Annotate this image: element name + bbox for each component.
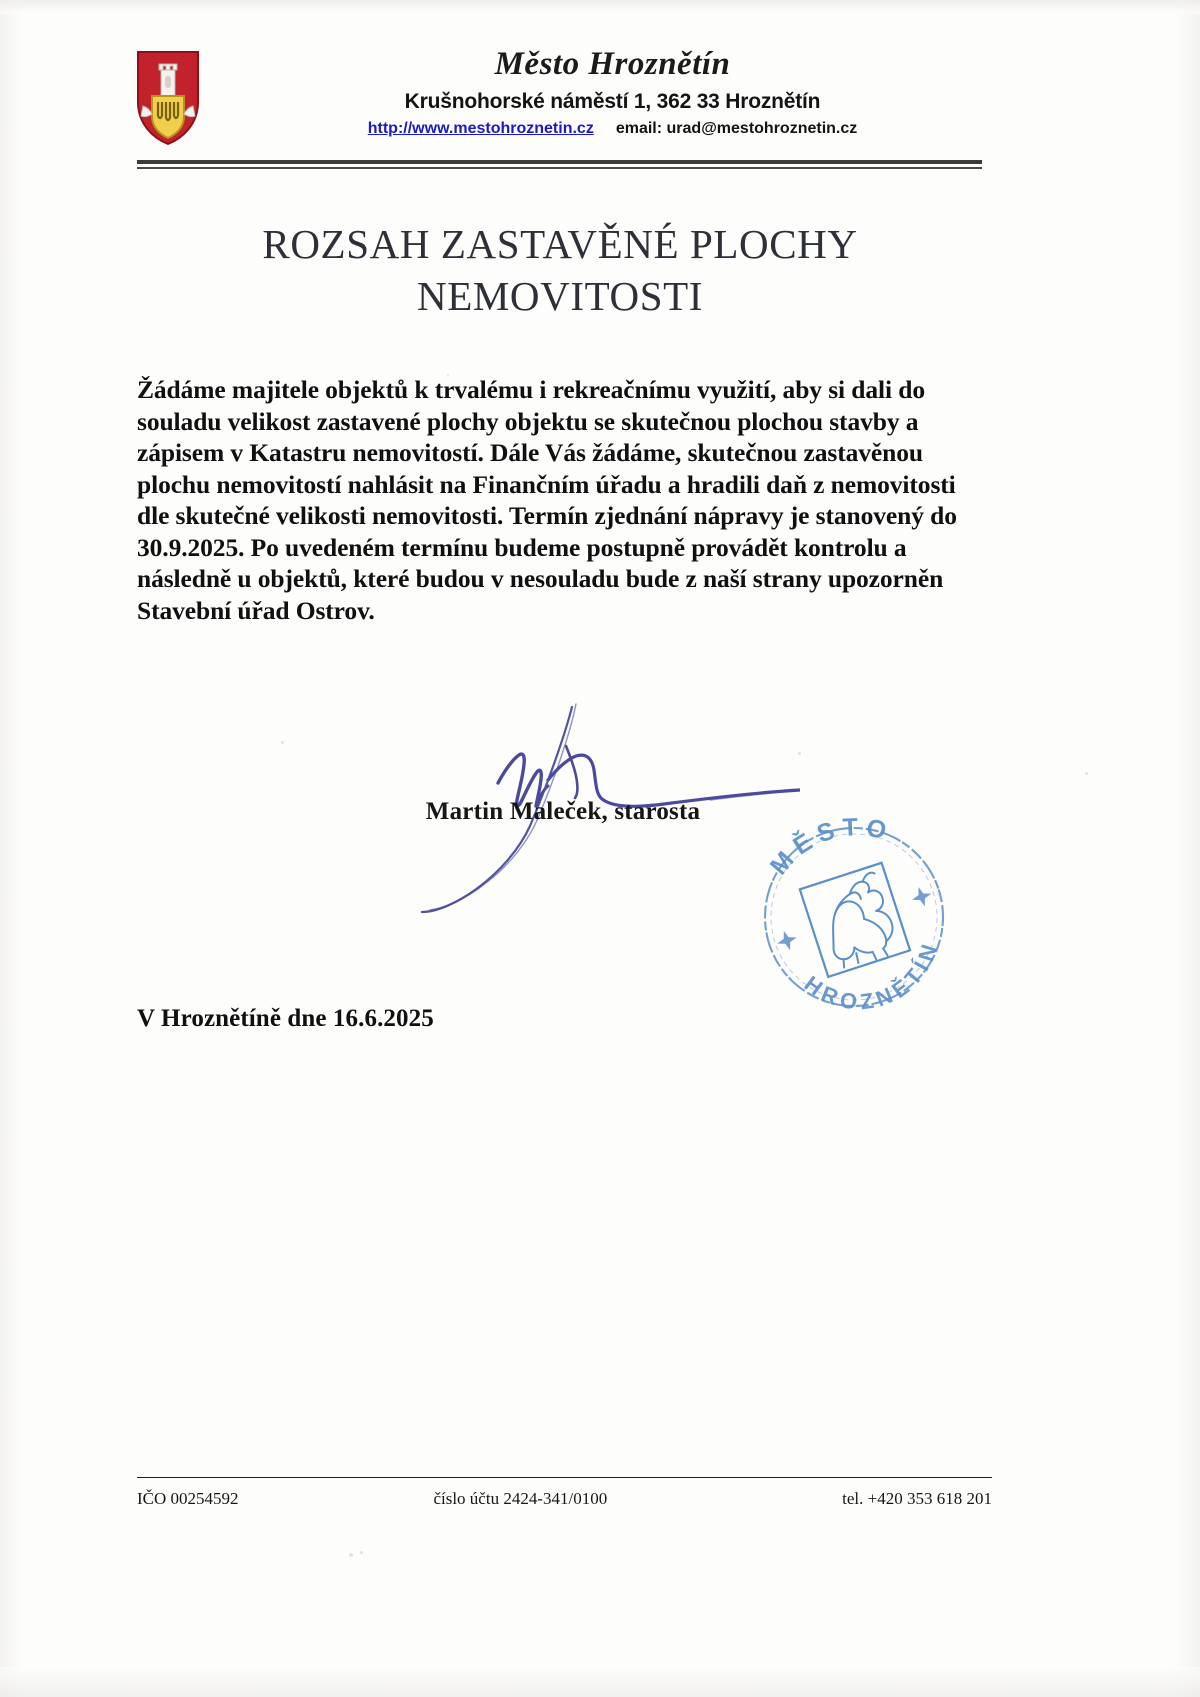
page-title-line-1: ROZSAH ZASTAVĚNÉ PLOCHY (262, 221, 858, 267)
page-title-line-2: NEMOVITOSTI (417, 273, 703, 320)
svg-text:MĚSTO: MĚSTO (764, 813, 896, 881)
scan-speck (360, 1551, 363, 1554)
footer-divider (137, 1477, 992, 1478)
svg-text:HROZNĚTÍN: HROZNĚTÍN (799, 936, 944, 1015)
scan-speck (281, 741, 284, 744)
letterhead (130, 44, 985, 159)
organization-address: Krušnohorské náměstí 1, 362 33 Hroznětín (404, 89, 821, 113)
scan-edge-right (1174, 0, 1200, 1697)
signer-name: Martin Maleček, starosta (425, 798, 701, 825)
scan-edge-bottom (0, 1667, 1200, 1697)
scan-edge-left (0, 0, 22, 1697)
letterhead-text (240, 44, 985, 138)
header-divider-thick (137, 160, 982, 164)
coat-of-arms-icon (135, 50, 201, 146)
official-stamp (745, 812, 963, 1017)
header-divider-thin (137, 167, 982, 169)
website-link[interactable]: http://www.mestohroznetin.cz (367, 119, 594, 137)
signature (380, 660, 800, 920)
page-title (150, 218, 970, 323)
footer-account: číslo účtu 2424-341/0100 (433, 1489, 608, 1508)
footer-ico: IČO 00254592 (137, 1489, 239, 1508)
organization-name: Město Hroznětín (494, 46, 731, 82)
body-paragraph: Žádáme majitele objektů k trvalému i rekreačnímu využití, aby si dali do souladu velikost zastavené plochy objektu se skutečnou plochou stavby a zápisem v Katastru nemovitostí. Dále Vás žádáme, skutečnou zastavěnou plochu nemovitostí nahlásit na Finančním úřadu a hradili daň z nemovitosti dle skutečné velikosti nemovitosti. Termín zjednání nápravy je stanovený do 30.9.2025. Po uvedeném termínu budeme postupně provádět kontrolu a následně u objektů, které budou v nesouladu bude z naší strany upozorněn Stavební úřad Ostrov. (137, 375, 957, 625)
date-line: V Hroznětíně dne 16.6.2025 (137, 1005, 434, 1032)
organization-contact (240, 120, 985, 138)
scan-speck (349, 1553, 353, 1557)
footer-phone: tel. +420 353 618 201 (842, 1489, 992, 1508)
email-label: email: urad@mestohroznetin.cz (615, 119, 858, 137)
scan-edge-top (0, 0, 1200, 14)
footer (137, 1489, 992, 1509)
scan-speck (1085, 772, 1088, 775)
